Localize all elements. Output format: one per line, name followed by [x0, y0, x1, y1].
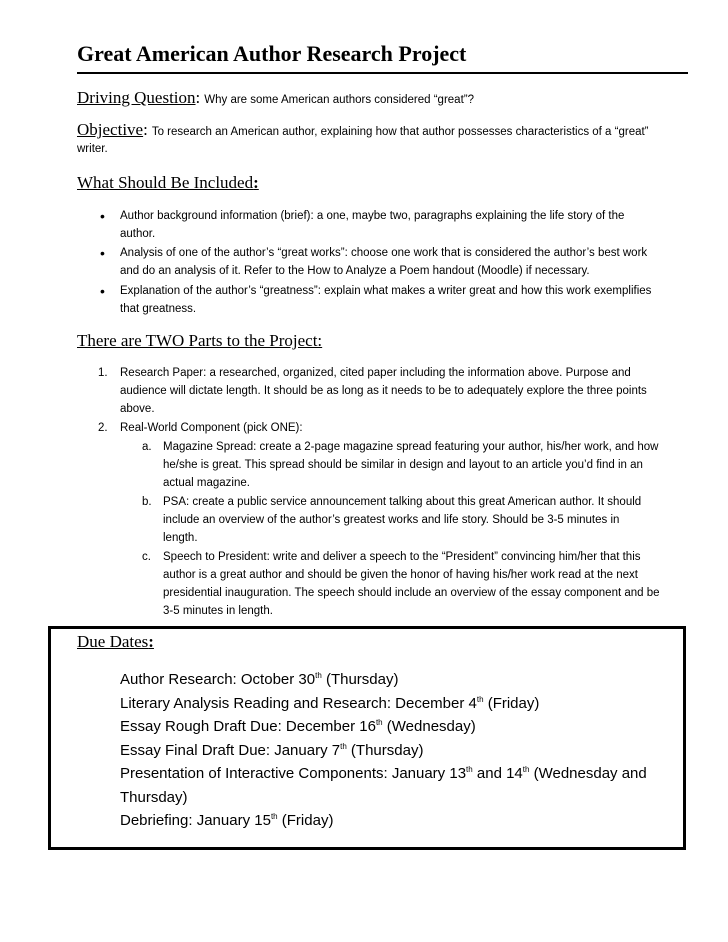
driving-question: Driving Question: Why are some American authors considered “great”?: [77, 88, 474, 107]
sub-list-letter: a.: [142, 441, 152, 453]
due-date-row: Thursday): [120, 788, 188, 806]
sub-list-item: Magazine Spread: create a 2-page magazine spread featuring your author, his/her work, and how he/she is great. This spread should be similar in design and layout to an article you’d find in an actual magazine.: [163, 441, 659, 489]
bullet-icon: •: [100, 283, 105, 299]
list-item: Analysis of one of the author’s “great works”: choose one work that is considered the author’s best work and do an analysis of it. Refer to the How to Analyze a Poem handout (Moodle) if necessary.: [120, 247, 648, 277]
due-dates-heading: Due Dates:: [77, 632, 154, 651]
objective-label: Objective: [77, 120, 144, 139]
list-item: Author background information (brief): a one, maybe two, paragraphs explaining the life story of the author.: [120, 210, 625, 240]
sub-list-letter: b.: [142, 496, 152, 508]
list-item: Research Paper: a researched, organized, cited paper including the information above. Purpose and audience will dictate length. It should be as long as it needs to be to adequately explore the three points above.: [120, 367, 647, 415]
list-number: 1.: [98, 367, 108, 379]
objective: Objective: To research an American author, explaining how that author possesses characteristics of a “great”: [77, 120, 649, 139]
sub-list-item: Speech to President: write and deliver a speech to the “President” convincing him/her that this author is a great author and should be given the honor of having his/her work read at the next presidential inauguration. The speech should include an overview of the essay component and be 3-5 minutes in length.: [163, 551, 660, 617]
objective-text-line1: To research an American author, explaining how that author possesses characteristics of a “great”: [151, 126, 649, 138]
due-date-row: Presentation of Interactive Components: January 13th and 14th (Wednesday and: [120, 765, 647, 782]
due-date-row: Essay Final Draft Due: January 7th (Thursday): [120, 741, 424, 759]
due-date-row: Essay Rough Draft Due: December 16th (Wednesday): [120, 718, 476, 735]
page-title: Great American Author Research Project: [77, 40, 688, 74]
due-date-row: Debriefing: January 15th (Friday): [120, 812, 334, 829]
due-dates-list: [120, 668, 680, 833]
list-item: Real-World Component (pick ONE):: [120, 422, 303, 434]
sub-list-letter: c.: [142, 551, 151, 563]
objective-text-line2: writer.: [77, 143, 108, 155]
due-dates-label: Due Dates: [77, 632, 149, 651]
bullet-icon: •: [100, 208, 105, 224]
included-heading: What Should Be Included:: [77, 173, 259, 192]
list-item: Explanation of the author’s “greatness”: explain what makes a writer great and how this work exemplifies that greatness.: [120, 285, 652, 315]
due-date-row: Literary Analysis Reading and Research: December 4th (Friday): [120, 694, 540, 712]
parts-heading: There are TWO Parts to the Project:: [77, 331, 323, 350]
due-date-row: Author Research: October 30th (Thursday): [120, 671, 399, 688]
bullet-icon: •: [100, 245, 105, 261]
driving-question-label: Driving Question: [77, 88, 196, 107]
driving-question-text: Why are some American authors considered “great”?: [204, 94, 474, 106]
list-number: 2.: [98, 422, 108, 434]
included-label: What Should Be Included: [77, 173, 254, 192]
sub-list-item: PSA: create a public service announcement talking about this great American author. It should include an overview of the author’s greatest works and life story. Should be 3-5 minutes in length.: [163, 496, 642, 544]
